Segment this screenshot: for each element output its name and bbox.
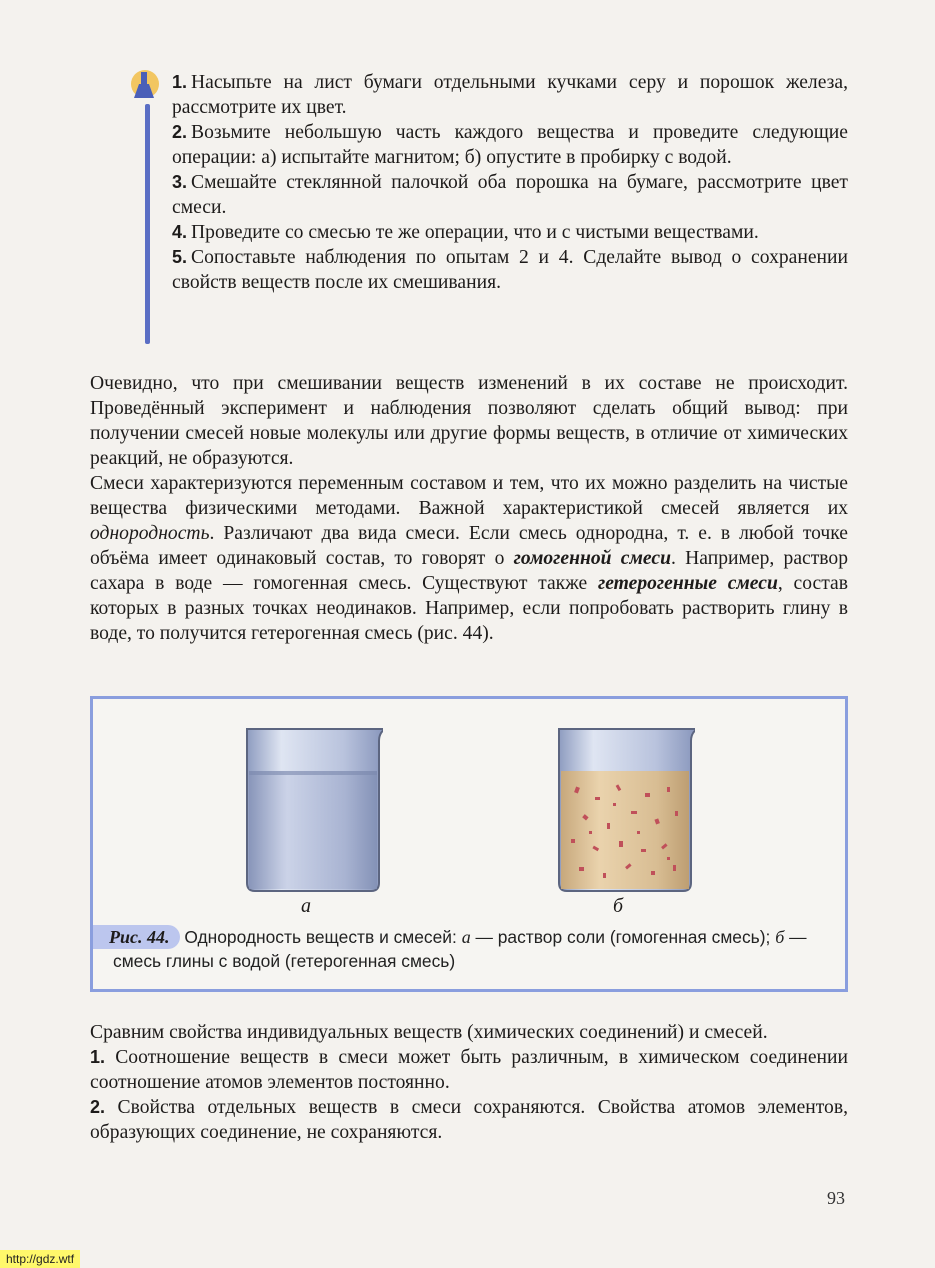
term-homogeneous-mixture: гомогенной смеси xyxy=(513,548,671,569)
figure-caption xyxy=(93,925,843,973)
text-run: Смеси характеризуются переменным составом и тем, что их можно разделить на чистые вещества физическими методами. Важной характеристикой смесей является их xyxy=(90,473,848,519)
step-number: 2. xyxy=(172,122,188,142)
beaker-label-b: б xyxy=(612,895,624,917)
paragraph-point-1 xyxy=(90,1045,848,1095)
figure-caption-label: Рис. 44. xyxy=(93,925,180,949)
term-homogeneity: однородность xyxy=(90,523,210,544)
text-run: . Различают два вида смеси. Если смесь однородна, т. е. в любой точке объёма имеет одинаковый состав, то говорят о xyxy=(90,523,848,569)
beaker-clay-illustration xyxy=(555,727,695,895)
figure-44 xyxy=(90,696,848,992)
beaker-solution-illustration xyxy=(243,727,383,895)
step-text: Возьмите небольшую часть каждого вещества и проведите следующие операции: а) испытайте магнитом; б) опустите в пробирку с водой. xyxy=(172,122,848,168)
watermark-link[interactable]: http://gdz.wtf xyxy=(0,1250,80,1268)
body-text-lower xyxy=(90,1020,848,1145)
experiment-step-5 xyxy=(172,245,848,295)
paragraph-conclusion: Очевидно, что при смешивании веществ изменений в их составе не происходит. Проведённый эксперимент и наблюдения позволяют сделать общий вывод: при получении смесей новые молекулы или другие формы веществ, в отличие от химических реакций, не образуются. xyxy=(90,373,848,469)
step-text: Смешайте стеклянной палочкой оба порошка на бумаге, рассмотрите цвет смеси. xyxy=(172,172,848,218)
caption-text: Однородность веществ и смесей: xyxy=(179,927,462,947)
beaker-label-a: а xyxy=(301,895,311,917)
paragraph-point-2 xyxy=(90,1095,848,1145)
experiment-step-2 xyxy=(172,120,848,170)
caption-letter-a: а xyxy=(461,927,471,947)
experiment-step-1 xyxy=(172,70,848,120)
text-run: . Например, раствор сахара в воде — гомогенная смесь. Существуют также xyxy=(90,548,848,594)
term-heterogeneous-mixtures: гетерогенные смеси xyxy=(597,573,778,594)
page-number: 93 xyxy=(827,1188,845,1208)
experiment-steps xyxy=(172,70,848,295)
experiment-step-3 xyxy=(172,170,848,220)
step-text: Насыпьте на лист бумаги отдельными кучками серу и порошок железа, рассмотрите их цвет. xyxy=(172,72,848,118)
step-text: Проведите со смесью те же операции, что и с чистыми веществами. xyxy=(191,222,759,243)
point-text: Соотношение веществ в смеси может быть различным, в химическом соединении соотношение атомов элементов постоянно. xyxy=(90,1047,848,1093)
point-text: Свойства отдельных веществ в смеси сохраняются. Свойства атомов элементов, образующих соединение, не сохраняются. xyxy=(90,1097,848,1143)
paragraph-compare: Сравним свойства индивидуальных веществ (химических соединений) и смесей. xyxy=(90,1022,768,1043)
caption-text: — раствор соли (гомогенная смесь); xyxy=(470,927,776,947)
caption-letter-b: б xyxy=(775,927,785,947)
step-number: 3. xyxy=(172,172,188,192)
caption-text: — смесь глины с водой (гетерогенная смесь) xyxy=(113,927,807,971)
text-run: , состав которых в разных точках неодинаков. Например, если попробовать растворить глину в воде, то получится гетерогенная смесь (рис. 44). xyxy=(90,573,848,644)
step-number: 4. xyxy=(172,222,188,242)
body-text-upper xyxy=(90,371,848,646)
paragraph-mixtures xyxy=(90,471,848,646)
step-number: 1. xyxy=(172,72,188,92)
experiment-bar xyxy=(145,104,150,344)
point-number: 2. xyxy=(90,1097,106,1117)
experiment-step-4 xyxy=(172,220,848,245)
point-number: 1. xyxy=(90,1047,106,1067)
step-number: 5. xyxy=(172,247,188,267)
step-text: Сопоставьте наблюдения по опытам 2 и 4. Сделайте вывод о сохранении свойств веществ после их смешивания. xyxy=(172,247,848,293)
flask-icon xyxy=(127,66,159,106)
